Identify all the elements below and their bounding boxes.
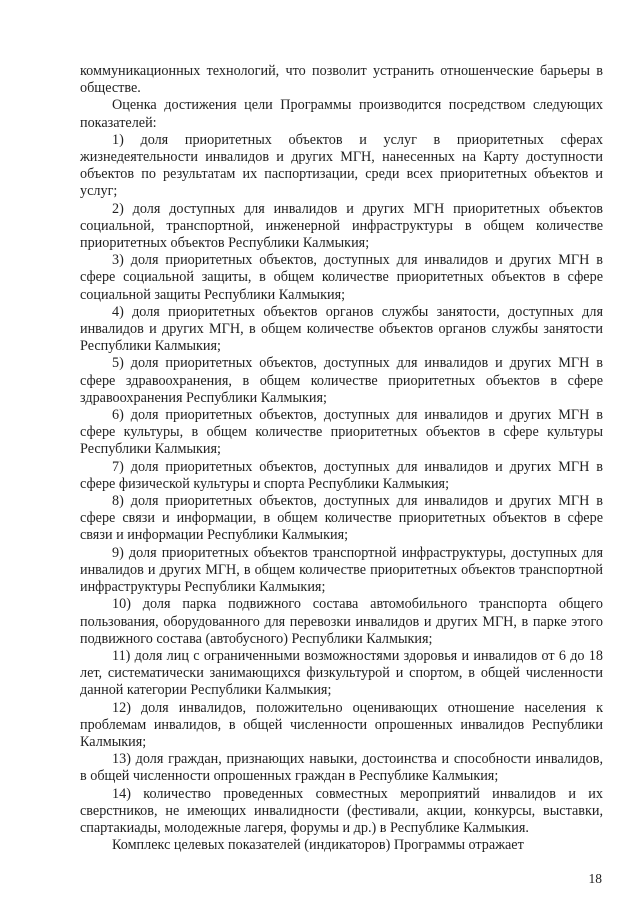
paragraph-intro: Оценка достижения цели Программы производится посредством следующих показателей:	[80, 97, 603, 131]
indicator-item-9: 9) доля приоритетных объектов транспортной инфраструктуры, доступных для инвалидов и других МГН, в общем количестве приоритетных объектов транспортной инфраструктуры Республики Калмыкия;	[80, 544, 603, 596]
paragraph-closing: Комплекс целевых показателей (индикаторов) Программы отражает	[112, 837, 524, 854]
indicator-item-14: 14) количество проведенных совместных мероприятий инвалидов и их сверстников, не имеющих инвалидности (фестивали, акции, конкурсы, выставки, спартакиады, молодежные лагеря, форумы и др.) в Республике Калмыкия.	[80, 785, 603, 836]
indicator-item-3: 3) доля приоритетных объектов, доступных для инвалидов и других МГН в сфере социальной защиты, в общем количестве приоритетных объектов в сфере социальной защиты Республики Калмыкия;	[80, 252, 603, 303]
page-number: 18	[588, 871, 602, 886]
indicator-item-6: 6) доля приоритетных объектов, доступных для инвалидов и других МГН в сфере культуры, в общем количестве приоритетных объектов в сфере культуры Республики Калмыкия;	[80, 407, 603, 458]
indicator-item-13: 13) доля граждан, признающих навыки, достоинства и способности инвалидов, в общей численности опрошенных граждан в Республике Калмыкия;	[80, 751, 603, 785]
indicator-item-7: 7) доля приоритетных объектов, доступных для инвалидов и других МГН в сфере физической культуры и спорта Республики Калмыкия;	[80, 458, 603, 492]
paragraph-continuation: коммуникационных технологий, что позволит устранить отношенческие барьеры в обществе.	[80, 63, 603, 97]
indicator-item-4: 4) доля приоритетных объектов органов службы занятости, доступных для инвалидов и других МГН, в общем количестве объектов органов службы занятости Республики Калмыкия;	[80, 303, 603, 355]
indicator-item-5: 5) доля приоритетных объектов, доступных для инвалидов и других МГН в сфере здравоохранения, в общем количестве приоритетных объектов в сфере здравоохранения Республики Калмыкия;	[80, 355, 603, 406]
indicator-item-10: 10) доля парка подвижного состава автомобильного транспорта общего пользования, оборудованного для перевозки инвалидов и других МГН, в парке этого подвижного состава (автобусного) Республики Калмыкия;	[80, 596, 603, 647]
indicator-item-11: 11) доля лиц с ограниченными возможностями здоровья и инвалидов от 6 до 18 лет, систематически занимающихся физкультурой и спортом, в общей численности данной категории Республики Калмыкия;	[80, 647, 603, 699]
indicator-item-1: 1) доля приоритетных объектов и услуг в приоритетных сферах жизнедеятельности инвалидов и других МГН, нанесенных на Карту доступности объектов по результатам их паспортизации, среди всех приоритетных объектов и услуг;	[80, 131, 603, 200]
body-text	[80, 63, 603, 854]
indicator-item-12: 12) доля инвалидов, положительно оценивающих отношение населения к проблемам инвалидов, в общей численности опрошенных инвалидов Республики Калмыкия;	[80, 699, 603, 750]
indicator-item-8: 8) доля приоритетных объектов, доступных для инвалидов и других МГН в сфере связи и информации, в общем количестве приоритетных объектов в сфере связи и информации Республики Калмыкия;	[80, 493, 603, 544]
indicator-item-2: 2) доля доступных для инвалидов и других МГН приоритетных объектов социальной, транспортной, инженерной инфраструктуры в общем количестве приоритетных объектов Республики Калмыкия;	[80, 200, 603, 252]
